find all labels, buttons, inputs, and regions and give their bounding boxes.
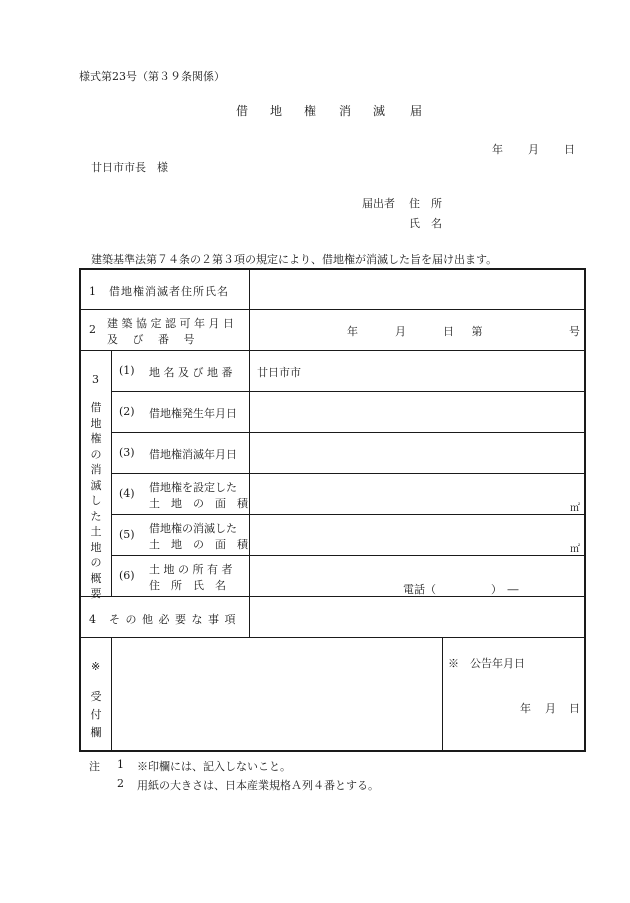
sub-row-label-line2: 住 所 氏 名 (149, 579, 226, 592)
lease-area-value[interactable] (253, 476, 571, 512)
note-number: 2 (117, 777, 124, 790)
notes-prefix: 注 (89, 760, 100, 773)
name-label: 氏 名 (409, 217, 442, 230)
column-divider (111, 350, 112, 596)
sub-row-label: 借地権を設定した (149, 481, 237, 494)
addressee: 廿日市市長 様 (91, 161, 168, 174)
row-divider (111, 432, 584, 433)
title-char: 消 (339, 104, 352, 118)
sub-row-label: 借地権発生年月日 (149, 407, 237, 420)
row4-label: 4 そ の 他 必 要 な 事 項 (89, 613, 237, 626)
reception-vertical-label: 受付欄 (90, 690, 102, 739)
title-char: 借 (236, 104, 249, 118)
reception-area (115, 640, 439, 748)
title-char: 地 (270, 104, 283, 118)
intro-text: 建築基準法第７４条の２第３項の規定により、借地権が消滅した旨を届け出ます。 (91, 253, 498, 266)
row-divider (111, 391, 584, 392)
address-label: 住 所 (409, 197, 442, 210)
phone-label: 電話（ ） ― (403, 583, 519, 596)
row-divider (111, 473, 584, 474)
row-divider (81, 350, 584, 351)
year-label: 年 (347, 325, 358, 338)
sub-row-number: (6) (119, 569, 135, 582)
row2-number: 2 (89, 323, 96, 336)
form-number: 様式第23号（第３９条関係） (79, 70, 225, 83)
section3-number: 3 (92, 373, 99, 386)
month-label: 月 (528, 143, 539, 156)
row1-label: 1 借地権消滅者住所氏名 (89, 285, 229, 298)
sub-row-label: 借地権消滅年月日 (149, 448, 237, 461)
lease-end-date-value[interactable] (253, 435, 581, 471)
column-divider (442, 637, 443, 750)
year-label: 年 (492, 143, 503, 156)
row-divider (111, 555, 584, 556)
note-text: ※印欄には、記入しないこと。 (137, 760, 291, 773)
lease-start-date-value[interactable] (253, 394, 581, 430)
sub-row-label: 借地権の消滅した (149, 522, 237, 535)
other-matters-value[interactable] (253, 599, 581, 635)
landowner-value[interactable] (253, 558, 581, 580)
section3-title-vertical: 借地権の消滅した土地の概要 (90, 401, 102, 600)
sub-row-label: 土 地 の 所 有 者 (149, 563, 233, 576)
title-char: 滅 (373, 104, 386, 118)
sub-row-number: (4) (119, 487, 135, 500)
square-meter-unit: ㎡ (570, 503, 580, 514)
year-label: 年 (520, 702, 531, 715)
application-form (79, 268, 586, 752)
applicant-label: 届出者 (362, 197, 395, 210)
day-number-label: 日 第 (443, 325, 490, 338)
title-char: 権 (304, 104, 317, 118)
land-location-value[interactable]: 廿日市市 (257, 366, 301, 379)
sub-row-label-line2: 土 地 の 面 積 (149, 538, 248, 551)
sub-row-number: (3) (119, 446, 135, 459)
month-label: 月 (545, 702, 556, 715)
row-divider (111, 514, 584, 515)
sub-row-label-line2: 土 地 の 面 積 (149, 497, 248, 510)
sub-row-label: 地 名 及 び 地 番 (149, 366, 233, 379)
title-char: 届 (410, 104, 423, 118)
column-divider (111, 637, 112, 750)
sub-row-number: (5) (119, 528, 135, 541)
note-number: 1 (117, 758, 124, 771)
row2-label-line1: 建 築 協 定 認 可 年 月 日 (107, 317, 234, 330)
sub-row-number: (1) (119, 364, 135, 377)
row2-label-line2: 及 び 番 号 (107, 333, 195, 346)
row1-value[interactable] (253, 312, 581, 348)
month-label: 月 (395, 325, 406, 338)
sub-row-number: (2) (119, 405, 135, 418)
announce-label: ※ 公告年月日 (448, 657, 525, 670)
square-meter-unit: ㎡ (570, 544, 580, 555)
row-divider (81, 309, 584, 310)
row-divider (81, 637, 584, 638)
day-label: 日 (564, 143, 575, 156)
reception-mark: ※ (91, 660, 101, 673)
extinguished-area-value[interactable] (253, 517, 571, 553)
column-divider (249, 270, 250, 637)
number-suffix: 号 (569, 325, 580, 338)
day-label: 日 (569, 702, 580, 715)
note-text: 用紙の大きさは、日本産業規格Ａ列４番とする。 (137, 779, 379, 792)
